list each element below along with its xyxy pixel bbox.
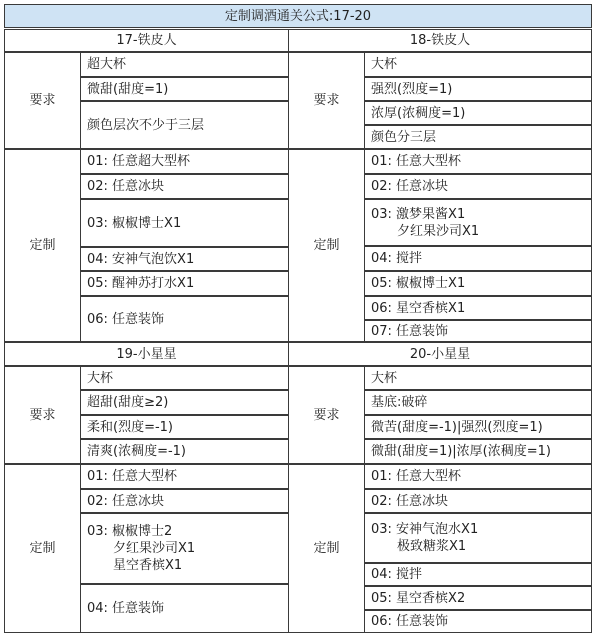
cell-text: 柔和(烈度=-1) — [87, 419, 173, 435]
custom-label — [288, 464, 365, 633]
cell-text: 要求 — [313, 93, 340, 108]
requirement-item — [364, 415, 592, 439]
step-item — [80, 489, 289, 513]
step-text: 05: 椒椒博士X1 — [371, 276, 466, 291]
step-item — [364, 610, 592, 633]
requirement-item — [364, 52, 592, 77]
cell-text: 定制 — [313, 541, 340, 556]
requirement-item — [364, 390, 592, 415]
step-item — [364, 464, 592, 489]
cell-text: 浓厚(浓稠度=1) — [371, 105, 466, 121]
cell-text: 微甜(甜度=1) — [87, 81, 169, 97]
step-text: 01: 任意大型杯 — [371, 469, 462, 484]
cell-text: 要求 — [29, 93, 56, 108]
requirement-item — [80, 366, 289, 390]
step-item — [80, 464, 289, 489]
cell-text: 大杯 — [87, 370, 114, 386]
step-text: 夕红果沙司X1 — [397, 223, 480, 239]
cell-text: 19-小星星 — [116, 346, 177, 362]
section-header — [4, 29, 289, 52]
requirement-item — [364, 77, 592, 101]
step-text: 05: 醒神苏打水X1 — [87, 276, 195, 291]
step-text: 01: 任意超大型杯 — [87, 154, 191, 169]
cell-text: 基底:破碎 — [371, 395, 428, 410]
section-header — [288, 342, 592, 366]
cell-text: 20-小星星 — [409, 346, 471, 362]
step-item — [80, 199, 289, 247]
custom-label — [4, 464, 81, 633]
step-item — [364, 296, 592, 320]
cell-text: 定制 — [29, 541, 56, 556]
step-text: 06: 任意装饰 — [371, 614, 449, 629]
requirement-item — [80, 415, 289, 439]
custom-label — [288, 149, 365, 342]
requirement-item — [80, 439, 289, 464]
step-text: 01: 任意大型杯 — [371, 154, 462, 169]
requirement-item — [80, 52, 289, 77]
cell-text: 18-铁皮人 — [409, 33, 471, 48]
step-text: 02: 任意冰块 — [87, 179, 165, 194]
cell-text: 17-铁皮人 — [116, 33, 177, 48]
step-item — [364, 271, 592, 296]
step-item — [364, 513, 592, 563]
step-text: 06: 星空香槟X1 — [371, 300, 466, 316]
step-text: 04: 任意装饰 — [87, 601, 165, 616]
step-text: 星空香槟X1 — [113, 558, 183, 573]
step-item — [364, 586, 592, 610]
page-title — [4, 4, 592, 28]
cell-text: 定制 — [29, 238, 56, 253]
step-item — [80, 584, 289, 633]
cell-text: 强烈(烈度=1) — [371, 81, 453, 97]
step-item — [364, 489, 592, 513]
step-text: 02: 任意冰块 — [87, 493, 165, 509]
step-text: 极致糖浆X1 — [397, 539, 467, 554]
step-text: 02: 任意冰块 — [371, 179, 449, 194]
requirement-item — [364, 101, 592, 125]
cell-text: 大杯 — [371, 370, 398, 386]
requirement-item — [364, 439, 592, 464]
step-text: 03: 安神气泡水X1 — [371, 522, 479, 537]
cell-text: 颜色分三层 — [371, 129, 437, 145]
cell-text: 要求 — [29, 407, 56, 423]
step-item — [364, 199, 592, 246]
step-text: 03: 激梦果酱X1 — [371, 206, 466, 222]
step-item — [80, 149, 289, 174]
step-text: 02: 任意冰块 — [371, 493, 449, 509]
requirements-label — [4, 52, 81, 149]
requirement-item — [364, 125, 592, 149]
requirement-item — [80, 390, 289, 415]
step-item — [364, 149, 592, 174]
step-text: 04: 搅拌 — [371, 251, 423, 266]
requirements-label — [288, 366, 365, 464]
requirement-item — [80, 101, 289, 149]
step-item — [80, 247, 289, 271]
cell-text: 微苦(甜度=-1)|强烈(烈度=1) — [371, 419, 543, 435]
step-item — [80, 296, 289, 342]
cell-text: 超大杯 — [87, 57, 127, 72]
step-item — [80, 513, 289, 584]
requirements-label — [4, 366, 81, 464]
step-item — [364, 563, 592, 586]
step-text: 03: 椒椒博士X1 — [87, 215, 182, 231]
step-item — [364, 174, 592, 199]
step-text: 04: 搅拌 — [371, 567, 423, 582]
cell-text: 定制 — [313, 238, 340, 253]
step-text: 夕红果沙司X1 — [113, 541, 196, 556]
requirements-label — [288, 52, 365, 149]
step-item — [364, 246, 592, 271]
custom-label — [4, 149, 81, 342]
step-text: 01: 任意大型杯 — [87, 469, 178, 484]
cell-text: 要求 — [313, 407, 340, 423]
section-header — [288, 29, 592, 52]
requirement-item — [364, 366, 592, 390]
requirement-item — [80, 77, 289, 101]
step-text: 06: 任意装饰 — [87, 311, 165, 327]
cell-text: 定制调酒通关公式:17-20 — [224, 8, 372, 24]
cell-text: 清爽(浓稠度=-1) — [87, 444, 186, 459]
step-item — [80, 271, 289, 296]
step-text: 04: 安神气泡饮X1 — [87, 251, 195, 267]
cell-text: 超甜(甜度≥2) — [87, 395, 169, 410]
step-item — [80, 174, 289, 199]
cell-text: 微甜(甜度=1)|浓厚(浓稠度=1) — [371, 444, 551, 459]
cell-text: 颜色层次不少于三层 — [87, 117, 205, 133]
step-text: 03: 椒椒博士2 — [87, 524, 173, 539]
step-item — [364, 320, 592, 342]
step-text: 05: 星空香槟X2 — [371, 590, 466, 606]
step-text: 07: 任意装饰 — [371, 323, 449, 339]
cell-text: 大杯 — [371, 57, 398, 72]
section-header — [4, 342, 289, 366]
